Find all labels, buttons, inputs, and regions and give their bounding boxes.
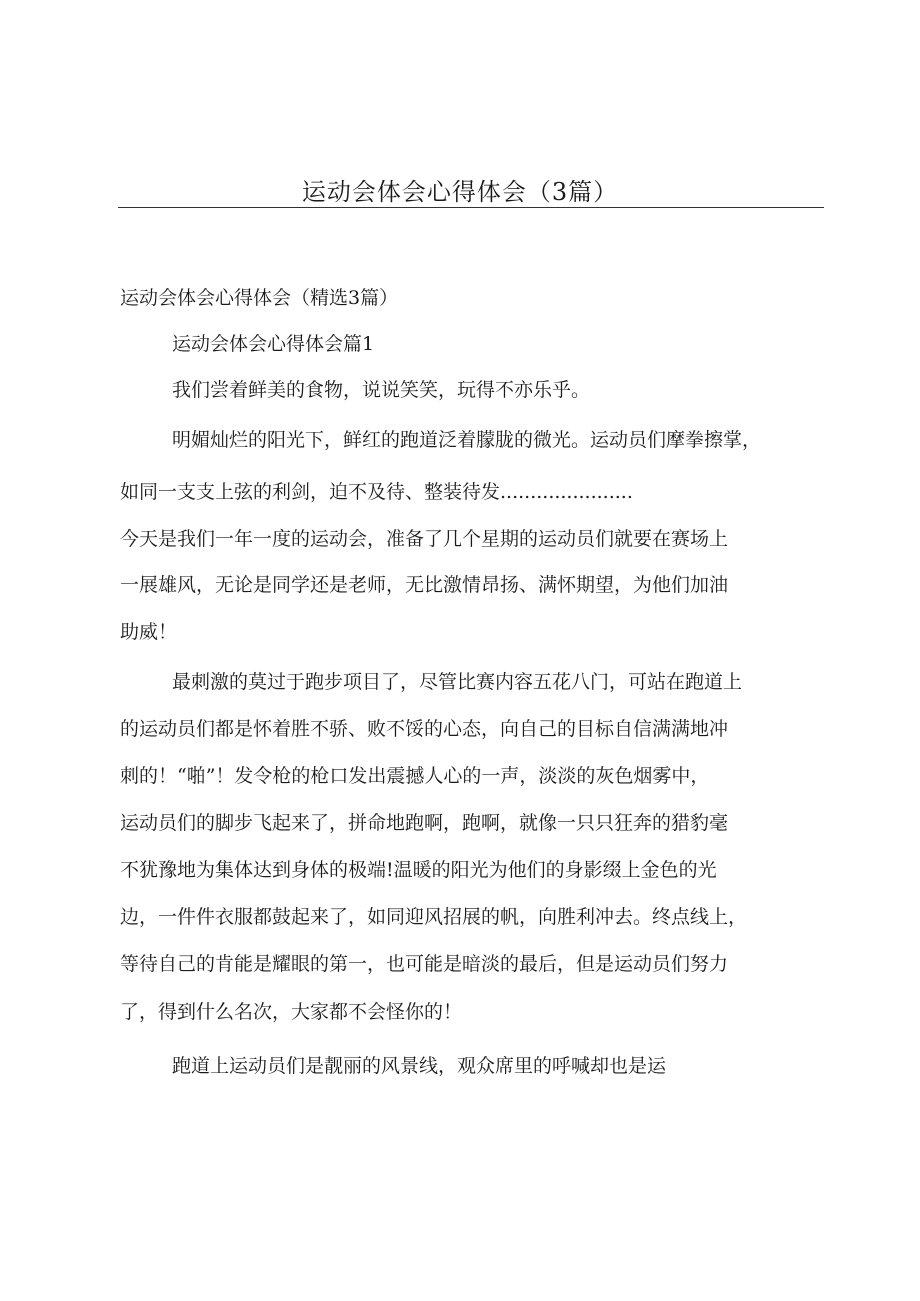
paragraph-line: 最刺激的莫过于跑步项目了，尽管比赛内容五花八门，可站在跑道上 bbox=[172, 671, 743, 693]
paragraph-line: 跑道上运动员们是靓丽的风景线，观众席里的呼喊却也是运 bbox=[172, 1055, 667, 1077]
paragraph-line: 刺的！“啪”！发令枪的枪口发出震撼人心的一声，淡淡的灰色烟雾中， bbox=[120, 765, 710, 787]
section-heading: 运动会体会心得体会篇1 bbox=[172, 333, 375, 355]
paragraph-line: 今天是我们一年一度的运动会，准备了几个星期的运动员们就要在赛场上 bbox=[120, 528, 729, 550]
title-underline bbox=[118, 207, 824, 208]
paragraph-line: 助威！ bbox=[120, 621, 178, 643]
paragraph-line: 边，一件件衣服都鼓起来了，如同迎风招展的帆，向胜利冲去。终点线上， bbox=[120, 906, 748, 928]
paragraph-line: 运动员们的脚步飞起来了，拼命地跑啊，跑啊，就像一只只狂奔的猎豹毫 bbox=[120, 812, 729, 834]
document-title: 运动会体会心得体会（3篇） bbox=[301, 178, 619, 206]
paragraph-line: 不犹豫地为集体达到身体的极端!温暖的阳光为他们的身影缀上金色的光 bbox=[120, 859, 717, 881]
paragraph-line: 一展雄风，无论是同学还是老师，无比激情昂扬、满怀期望，为他们加油 bbox=[120, 574, 729, 596]
paragraph-line: 明媚灿烂的阳光下，鲜红的跑道泛着朦胧的微光。运动员们摩拳擦掌， bbox=[172, 429, 762, 451]
paragraph-line: 我们尝着鲜美的食物，说说笑笑，玩得不亦乐乎。 bbox=[172, 379, 591, 401]
paragraph-line: 了，得到什么名次，大家都不会怪你的！ bbox=[120, 1001, 463, 1023]
document-subtitle: 运动会体会心得体会（精选3篇） bbox=[120, 287, 399, 309]
paragraph-line: 如同一支支上弦的利剑，迫不及待、整装待发...................... bbox=[120, 481, 633, 503]
paragraph-line: 的运动员们都是怀着胜不骄、败不馁的心态，向自己的目标自信满满地冲 bbox=[120, 718, 729, 740]
paragraph-line: 等待自己的肯能是耀眼的第一，也可能是暗淡的最后，但是运动员们努力 bbox=[120, 953, 729, 975]
